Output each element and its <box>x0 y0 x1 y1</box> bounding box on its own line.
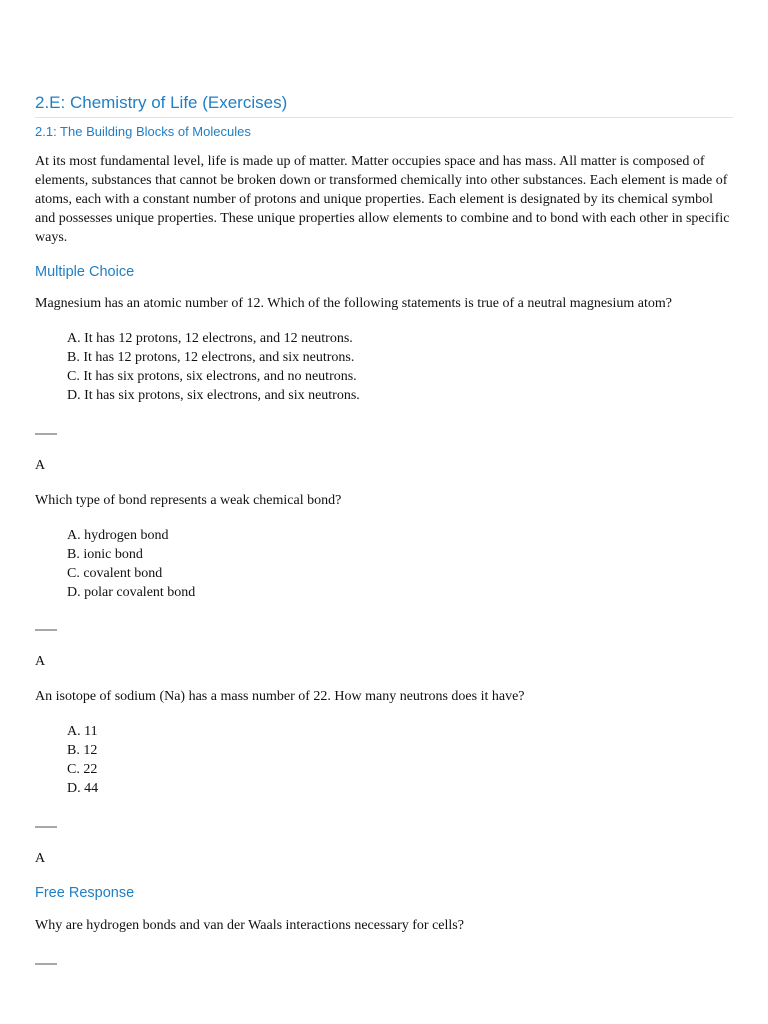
option-item: A. It has 12 protons, 12 electrons, and 12 neutrons. <box>67 331 353 346</box>
page-title: 2.E: Chemistry of Life (Exercises) <box>35 92 733 118</box>
option-item: C. covalent bond <box>67 566 163 581</box>
option-item: D. 44 <box>67 781 99 796</box>
question-1-answer: A <box>35 458 46 473</box>
question-2-answer: A <box>35 654 46 669</box>
option-item: B. 12 <box>67 743 98 758</box>
question-2-options <box>67 526 195 602</box>
option-item: D. It has six protons, six electrons, and six neutrons. <box>67 388 360 403</box>
question-1-options <box>67 329 360 405</box>
question-2-text: Which type of bond represents a weak chemical bond? <box>35 493 342 508</box>
option-item: A. 11 <box>67 724 98 739</box>
option-item: C. 22 <box>67 762 98 777</box>
question-3-text: An isotope of sodium (Na) has a mass number of 22. How many neutrons does it have? <box>35 689 525 704</box>
free-response-question: Why are hydrogen bonds and van der Waals interactions necessary for cells? <box>35 918 464 933</box>
option-item: C. It has six protons, six electrons, and no neutrons. <box>67 369 357 384</box>
free-response-heading: Free Response <box>35 885 135 901</box>
option-item: D. polar covalent bond <box>67 585 196 600</box>
question-1-text: Magnesium has an atomic number of 12. Which of the following statements is true of a neutral magnesium atom? <box>35 296 672 311</box>
answer-divider <box>35 963 57 965</box>
question-3-options <box>67 722 98 798</box>
section-heading: 2.1: The Building Blocks of Molecules <box>35 124 251 139</box>
answer-divider <box>35 433 57 435</box>
answer-divider <box>35 629 57 631</box>
multiple-choice-heading: Multiple Choice <box>35 264 135 280</box>
option-item: A. hydrogen bond <box>67 528 169 543</box>
option-item: B. ionic bond <box>67 547 143 562</box>
question-3-answer: A <box>35 851 46 866</box>
option-item: B. It has 12 protons, 12 electrons, and six neutrons. <box>67 350 355 365</box>
answer-divider <box>35 826 57 828</box>
intro-paragraph: At its most fundamental level, life is made up of matter. Matter occupies space and has mass. All matter is composed of elements, substances that cannot be broken down or transformed chemically into other substances. Each element is made of atoms, each with a constant number of protons and unique properties. Each element is designated by its chemical symbol and possesses unique properties. These unique properties allow elements to combine and to bond with each other in specific ways. <box>35 154 730 245</box>
